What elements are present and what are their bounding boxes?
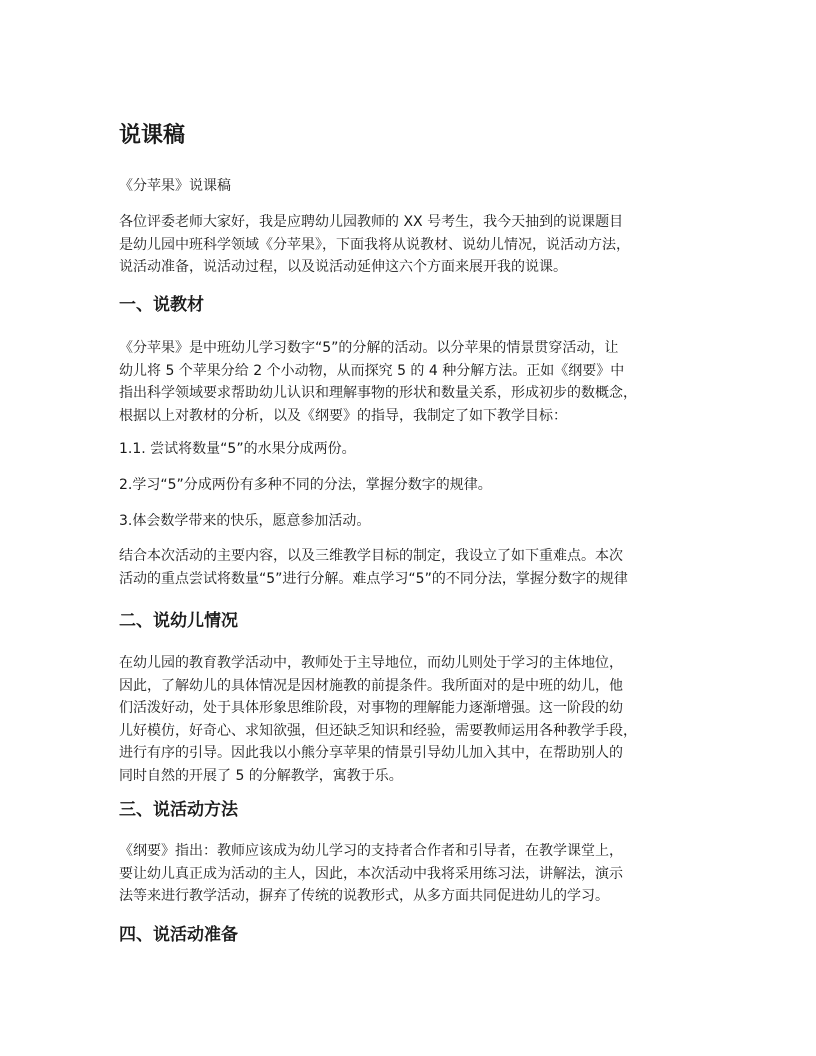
paragraph-line: 《纲要》指出：教师应该成为幼儿学习的支持者合作者和引导者，在教学课堂上， (119, 843, 623, 859)
paragraph-line: 说活动准备，说活动过程，以及说活动延伸这六个方面来展开我的说课。 (119, 259, 567, 276)
goal-item: 1.1. 尝试将数量“5”的水果分成两份。 (119, 441, 356, 457)
section-paragraph (119, 652, 709, 788)
goal-item: 2.学习“5”分成两份有多种不同的分法，掌握分数字的规律。 (119, 477, 492, 493)
paragraph-line: 因此，了解幼儿的具体情况是因材施教的前提条件。我所面对的是中班的幼儿，他 (119, 677, 623, 694)
intro-paragraph (119, 211, 709, 279)
paragraph-line: 根据以上对教材的分析，以及《纲要》的指导，我制定了如下教学目标： (119, 407, 567, 424)
paragraph-line: 活动的重点尝试将数量“5”进行分解。难点学习“5”的不同分法，掌握分数字的规律 (119, 570, 628, 587)
paragraph-line: 指出科学领域要求帮助幼儿认识和理解事物的形状和数量关系，形成初步的数概念， (119, 385, 637, 402)
paragraph-line: 是幼儿园中班科学领域《分苹果》，下面我将从说教材、说幼儿情况，说活动方法， (119, 236, 630, 253)
paragraph-line: 进行有序的引导。因此我以小熊分享苹果的情景引导幼儿加入其中，在帮助别人的 (119, 745, 623, 762)
paragraph-line: 幼儿将 5 个苹果分给 2 个小动物，从而探究 5 的 4 种分解方法。正如《纲要》中 (119, 362, 625, 379)
document-subtitle: 《分苹果》说课稿 (119, 178, 231, 194)
section-paragraph (119, 840, 709, 908)
paragraph-line: 儿好模仿，好奇心、求知欲强，但还缺乏知识和经验，需要教师运用各种教学手段， (119, 722, 637, 739)
paragraph-line: 们活泼好动，处于具体形象思维阶段，对事物的理解能力逐渐增强。这一阶段的幼 (119, 700, 623, 717)
paragraph-line: 同时自然的开展了 5 的分解教学，寓教于乐。 (119, 767, 403, 784)
goal-item: 3.体会数学带来的快乐，愿意参加活动。 (119, 513, 371, 529)
paragraph-line: 在幼儿园的教育教学活动中，教师处于主导地位，而幼儿则处于学习的主体地位， (119, 655, 623, 671)
section-heading-teaching-material: 一、说教材 (119, 295, 204, 315)
document-title: 说课稿 (119, 123, 186, 148)
section-heading-activity-preparation: 四、说活动准备 (119, 925, 238, 945)
paragraph-line: 法等来进行教学活动，摒弃了传统的说教形式，从多方面共同促进幼儿的学习。 (119, 888, 609, 905)
paragraph-line: 要让幼儿真正成为活动的主人，因此，本次活动中我将采用练习法，讲解法，演示 (119, 865, 623, 882)
section-heading-children-situation: 二、说幼儿情况 (119, 611, 238, 631)
paragraph-line: 结合本次活动的主要内容，以及三维教学目标的制定，我设立了如下重难点。本次 (119, 548, 623, 564)
section-paragraph (119, 337, 709, 427)
section-heading-activity-method: 三、说活动方法 (119, 800, 238, 820)
paragraph-line: 《分苹果》是中班幼儿学习数字“5”的分解的活动。以分苹果的情景贯穿活动，让 (119, 340, 619, 356)
paragraph-line: 各位评委老师大家好，我是应聘幼儿园教师的 XX 号考生，我今天抽到的说课题目 (119, 214, 624, 230)
section-summary-paragraph (119, 545, 709, 590)
